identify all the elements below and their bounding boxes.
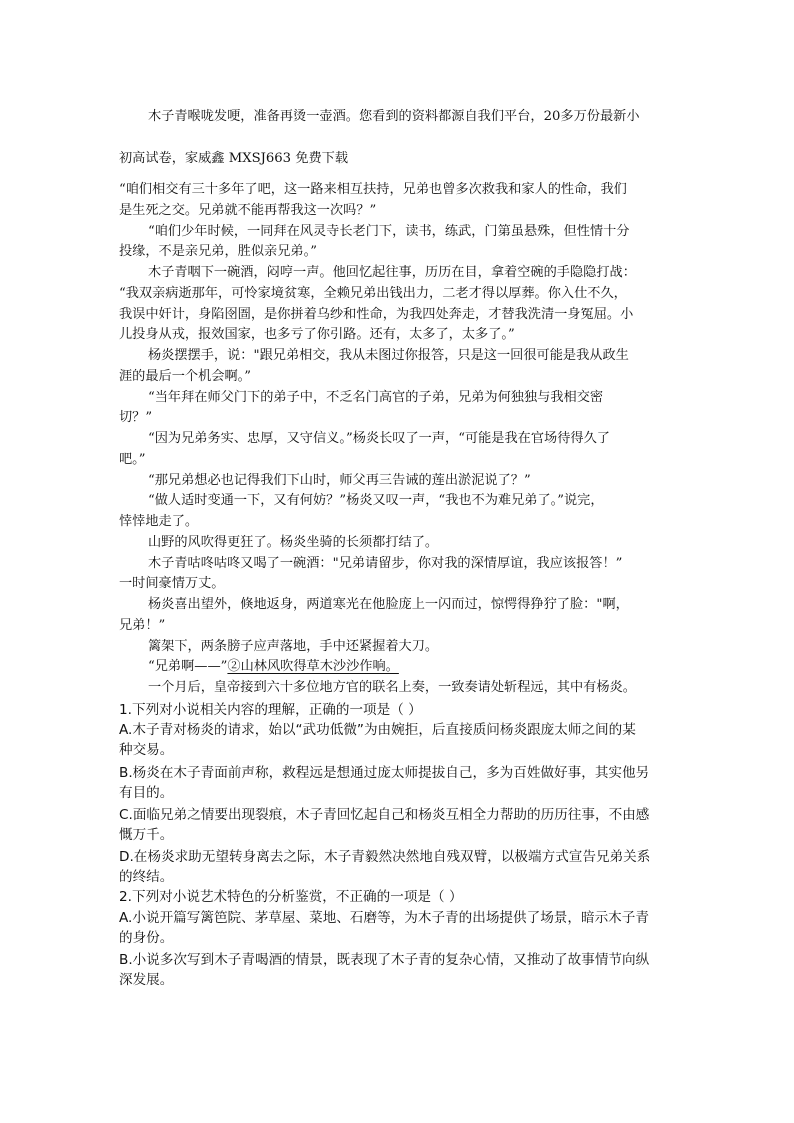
underlined-sentence: ②山林风吹得草木沙沙作响。	[227, 659, 399, 674]
question-1-option-c-cont: 慨万千。	[119, 827, 174, 843]
question-2-stem: 2.下列对小说艺术特色的分析鉴赏，不正确的一项是（ ）	[119, 889, 463, 905]
story-line: “因为兄弟务实、忠厚，又守信义。”杨炎长叹了一声，“可能是我在官场待得久了	[148, 431, 610, 446]
story-line: 我误中奸计，身陷囹圄，是你拼着乌纱和性命，为我四处奔走，才替我洗清一身冤屈。小	[119, 307, 634, 322]
question-1-stem: 1.下列对小说相关内容的理解，正确的一项是（ ）	[119, 702, 422, 718]
question-2-option-a-cont: 的身份。	[119, 930, 174, 946]
story-line: 兄弟！”	[119, 618, 166, 633]
story-line: 是生死之交。兄弟就不能再帮我这一次吗？”	[119, 203, 377, 218]
story-line: 山野的风吹得更狂了。杨炎坐骑的长须都打结了。	[148, 535, 439, 550]
question-2-option-b: B.小说多次写到木子青喝酒的情景，既表现了木子青的复杂心情，又推动了故事情节向纵	[119, 952, 650, 968]
question-1-option-c: C.面临兄弟之情要出现裂痕，木子青回忆起自己和杨炎互相全力帮助的历历往事，不由感	[119, 807, 650, 823]
story-line: “当年拜在师父门下的弟子中，不乏名门高官的子弟，兄弟为何独独与我相交密	[148, 390, 604, 405]
story-line: 初高试卷，家威鑫 MXSJ663 免费下载	[119, 151, 349, 166]
story-text: “兄弟啊——”	[148, 659, 228, 674]
question-1-option-b: B.杨炎在木子青面前声称，救程远是想通过庞太师提拔自己，多为百姓做好事，其实他另	[119, 765, 650, 781]
question-2-option-b-cont: 深发展。	[119, 972, 174, 988]
question-1-option-b-cont: 有目的。	[119, 785, 174, 801]
story-line: 吧。”	[119, 452, 146, 467]
story-line: 投缘，不是亲兄弟，胜似亲兄弟。”	[119, 244, 317, 259]
story-line: “咱们少年时候，一同拜在风灵寺长老门下，读书，练武，门第虽悬殊，但性情十分	[148, 224, 630, 239]
story-line: 杨炎摆摆手，说："跟兄弟相交，我从未图过你报答，只是这一回很可能是我从政生	[148, 348, 629, 363]
question-1-option-d-cont: 的终结。	[119, 869, 174, 885]
question-1-option-a-cont: 种交易。	[119, 742, 174, 758]
story-line: “那兄弟想必也记得我们下山时，师父再三告诫的莲出淤泥说了？”	[148, 473, 531, 488]
story-line: 木子青喉咙发哽，准备再烫一壶酒。您看到的资料都源自我们平台，20多万份最新小	[148, 109, 640, 124]
story-line: “我双亲病逝那年，可怜家境贫寒，全赖兄弟出钱出力，二老才得以厚葬。你入仕不久，	[119, 286, 627, 301]
story-line: 切？”	[119, 410, 153, 425]
story-line: “咱们相交有三十多年了吧，这一路来相互扶持，兄弟也曾多次救我和家人的性命，我们	[119, 182, 627, 197]
story-line: 涯的最后一个机会啊。”	[119, 369, 252, 384]
question-1-option-d: D.在杨炎求助无望转身离去之际，木子青毅然决然地自残双臂，以极端方式宣告兄弟关系	[119, 849, 651, 865]
story-line: 木子青咕咚咕咚又喝了一碗酒："兄弟请留步，你对我的深情厚谊，我应该报答！”	[148, 556, 623, 571]
story-line: 篱架下，两条膀子应声落地，手中还紧握着大刀。	[148, 639, 439, 654]
story-line: 悻悻地走了。	[119, 514, 199, 529]
story-line: 儿投身从戎，报效国家，也多亏了你引路。还有，太多了，太多了。”	[119, 327, 515, 342]
question-2-option-a: A.小说开篇写篱笆院、茅草屋、菜地、石磨等，为木子青的出场提供了场景，暗示木子青	[119, 910, 649, 926]
story-line: 一时间豪情万丈。	[119, 576, 225, 591]
question-1-option-a: A.木子青对杨炎的请求，始以“武功低微”为由婉拒，后直接质问杨炎跟庞太师之间的某	[119, 722, 636, 738]
story-line: 杨炎喜出望外，倏地返身，两道寒光在他脸庞上一闪而过，惊愕得狰狞了脸："啊，	[148, 597, 629, 612]
story-line	[148, 657, 399, 677]
story-line: 木子青咽下一碗酒，闷哼一声。他回忆起往事，历历在目，拿着空碗的手隐隐打战：	[148, 265, 636, 280]
story-line: 一个月后，皇帝接到六十多位地方官的联名上奏，一致奏请处斩程远，其中有杨炎。	[148, 680, 636, 695]
story-line: “做人适时变通一下，又有何妨？”杨炎又叹一声，“我也不为难兄弟了。”说完，	[148, 493, 604, 508]
